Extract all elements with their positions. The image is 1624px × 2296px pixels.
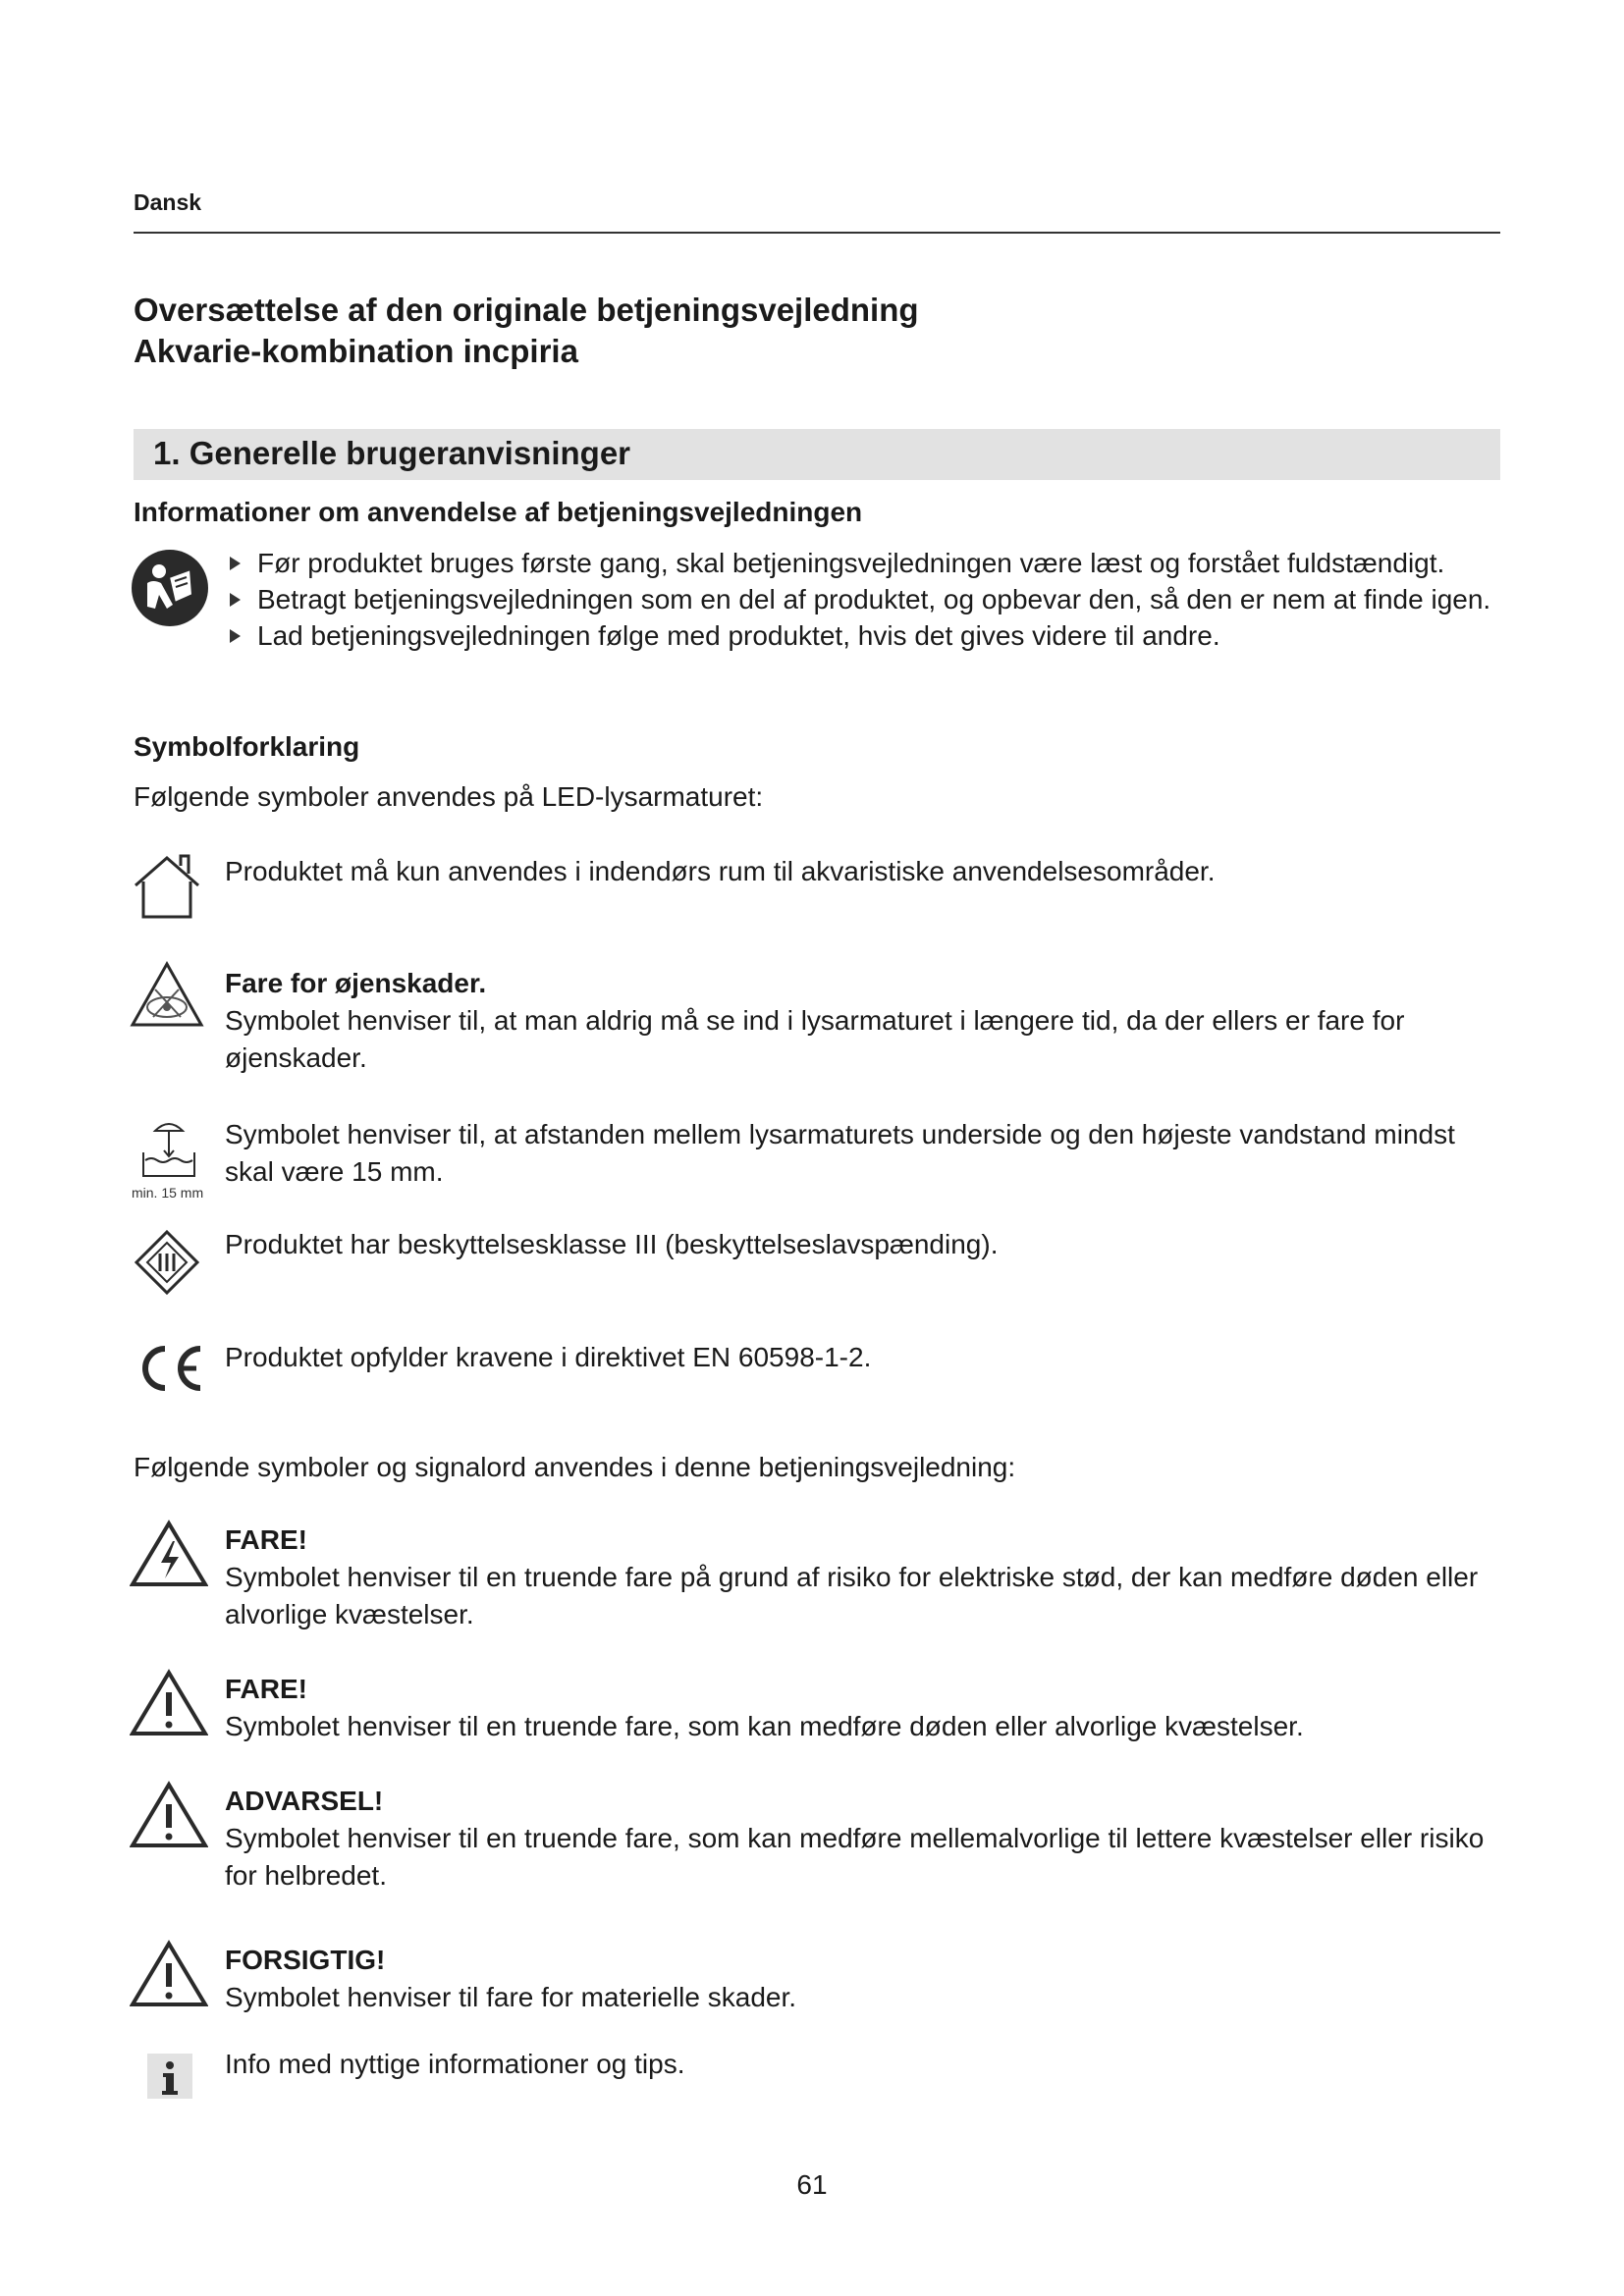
page-number: 61	[796, 2169, 828, 2200]
title-line-2: Akvarie-kombination incpiria	[134, 333, 578, 369]
document-title	[134, 290, 919, 372]
signal-description: Symbolet henviser til fare for materielle skader.	[225, 1982, 797, 2012]
signal-entry	[225, 1671, 1506, 1745]
signal-description: Info med nyttige informationer og tips.	[225, 2049, 685, 2079]
signals-intro: Følgende symboler og signalord anvendes i denne betjeningsvejledning:	[134, 1452, 1016, 1482]
icon-caption: min. 15 mm	[132, 1185, 204, 1201]
protection-class-iii-icon	[134, 1229, 200, 1296]
symbols-intro: Følgende symboler anvendes på LED-lysarmaturet:	[134, 781, 764, 812]
ce-mark-icon	[134, 1341, 204, 1396]
symbol-description: Produktet må kun anvendes i indendørs rum til akvaristiske anvendelsesområder.	[225, 856, 1216, 886]
signal-entry	[225, 1942, 1506, 2016]
language-label: Dansk	[134, 189, 202, 215]
signal-title: FARE!	[225, 1674, 307, 1704]
symbol-description: Produktet opfylder kravene i direktivet EN 60598-1-2.	[225, 1342, 872, 1372]
house-icon	[130, 852, 204, 921]
title-line-1: Oversættelse af den originale betjeningsvejledning	[134, 292, 919, 328]
list-item: Betragt betjeningsvejledningen som en del af produktet, og opbevar den, så den er nem at finde igen.	[228, 581, 1504, 617]
symbols-subheading: Symbolforklaring	[134, 731, 360, 762]
section-heading: 1. Generelle brugeranvisninger	[153, 435, 631, 471]
info-icon	[147, 2054, 192, 2099]
symbol-title: Fare for øjenskader.	[225, 968, 487, 998]
list-item: Lad betjeningsvejledningen følge med produktet, hvis det gives videre til andre.	[228, 617, 1504, 654]
header-rule	[134, 232, 1500, 234]
warning-icon	[130, 1940, 208, 2008]
symbol-description: Symbolet henviser til, at afstanden mellem lysarmaturets underside og den højeste vandstand mindst skal være 15 mm.	[225, 1119, 1455, 1187]
eye-warning-icon	[130, 960, 204, 1029]
electric-warning-icon	[130, 1520, 208, 1588]
warning-icon	[130, 1781, 208, 1849]
signal-entry	[225, 1783, 1506, 1895]
signal-title: FORSIGTIG!	[225, 1945, 386, 1975]
signal-title: ADVARSEL!	[225, 1786, 384, 1816]
list-item: Før produktet bruges første gang, skal betjeningsvejledningen være læst og forstået fuldstændigt.	[228, 545, 1504, 581]
signal-entry	[225, 1522, 1506, 1633]
manual-bullet-list	[228, 545, 1504, 654]
info-subheading: Informationer om anvendelse af betjeningsvejledningen	[134, 497, 863, 527]
symbol-description: Symbolet henviser til, at man aldrig må se ind i lysarmaturet i længere tid, da der ellers er fare for øjenskader.	[225, 1005, 1405, 1073]
symbol-description: Produktet har beskyttelsesklasse III (beskyttelseslavspænding).	[225, 1229, 999, 1259]
warning-icon	[130, 1669, 208, 1737]
signal-title: FARE!	[225, 1524, 307, 1555]
symbol-entry	[225, 965, 1506, 1077]
signal-description: Symbolet henviser til en truende fare, som kan medføre døden eller alvorlige kvæstelser.	[225, 1711, 1304, 1741]
read-manual-icon	[130, 548, 210, 628]
signal-description: Symbolet henviser til en truende fare på grund af risiko for elektriske stød, der kan medføre døden eller alvorlige kvæstelser.	[225, 1562, 1479, 1629]
water-distance-icon	[134, 1117, 204, 1182]
signal-description: Symbolet henviser til en truende fare, som kan medføre mellemalvorlige til lettere kvæstelser eller risiko for helbredet.	[225, 1823, 1485, 1891]
